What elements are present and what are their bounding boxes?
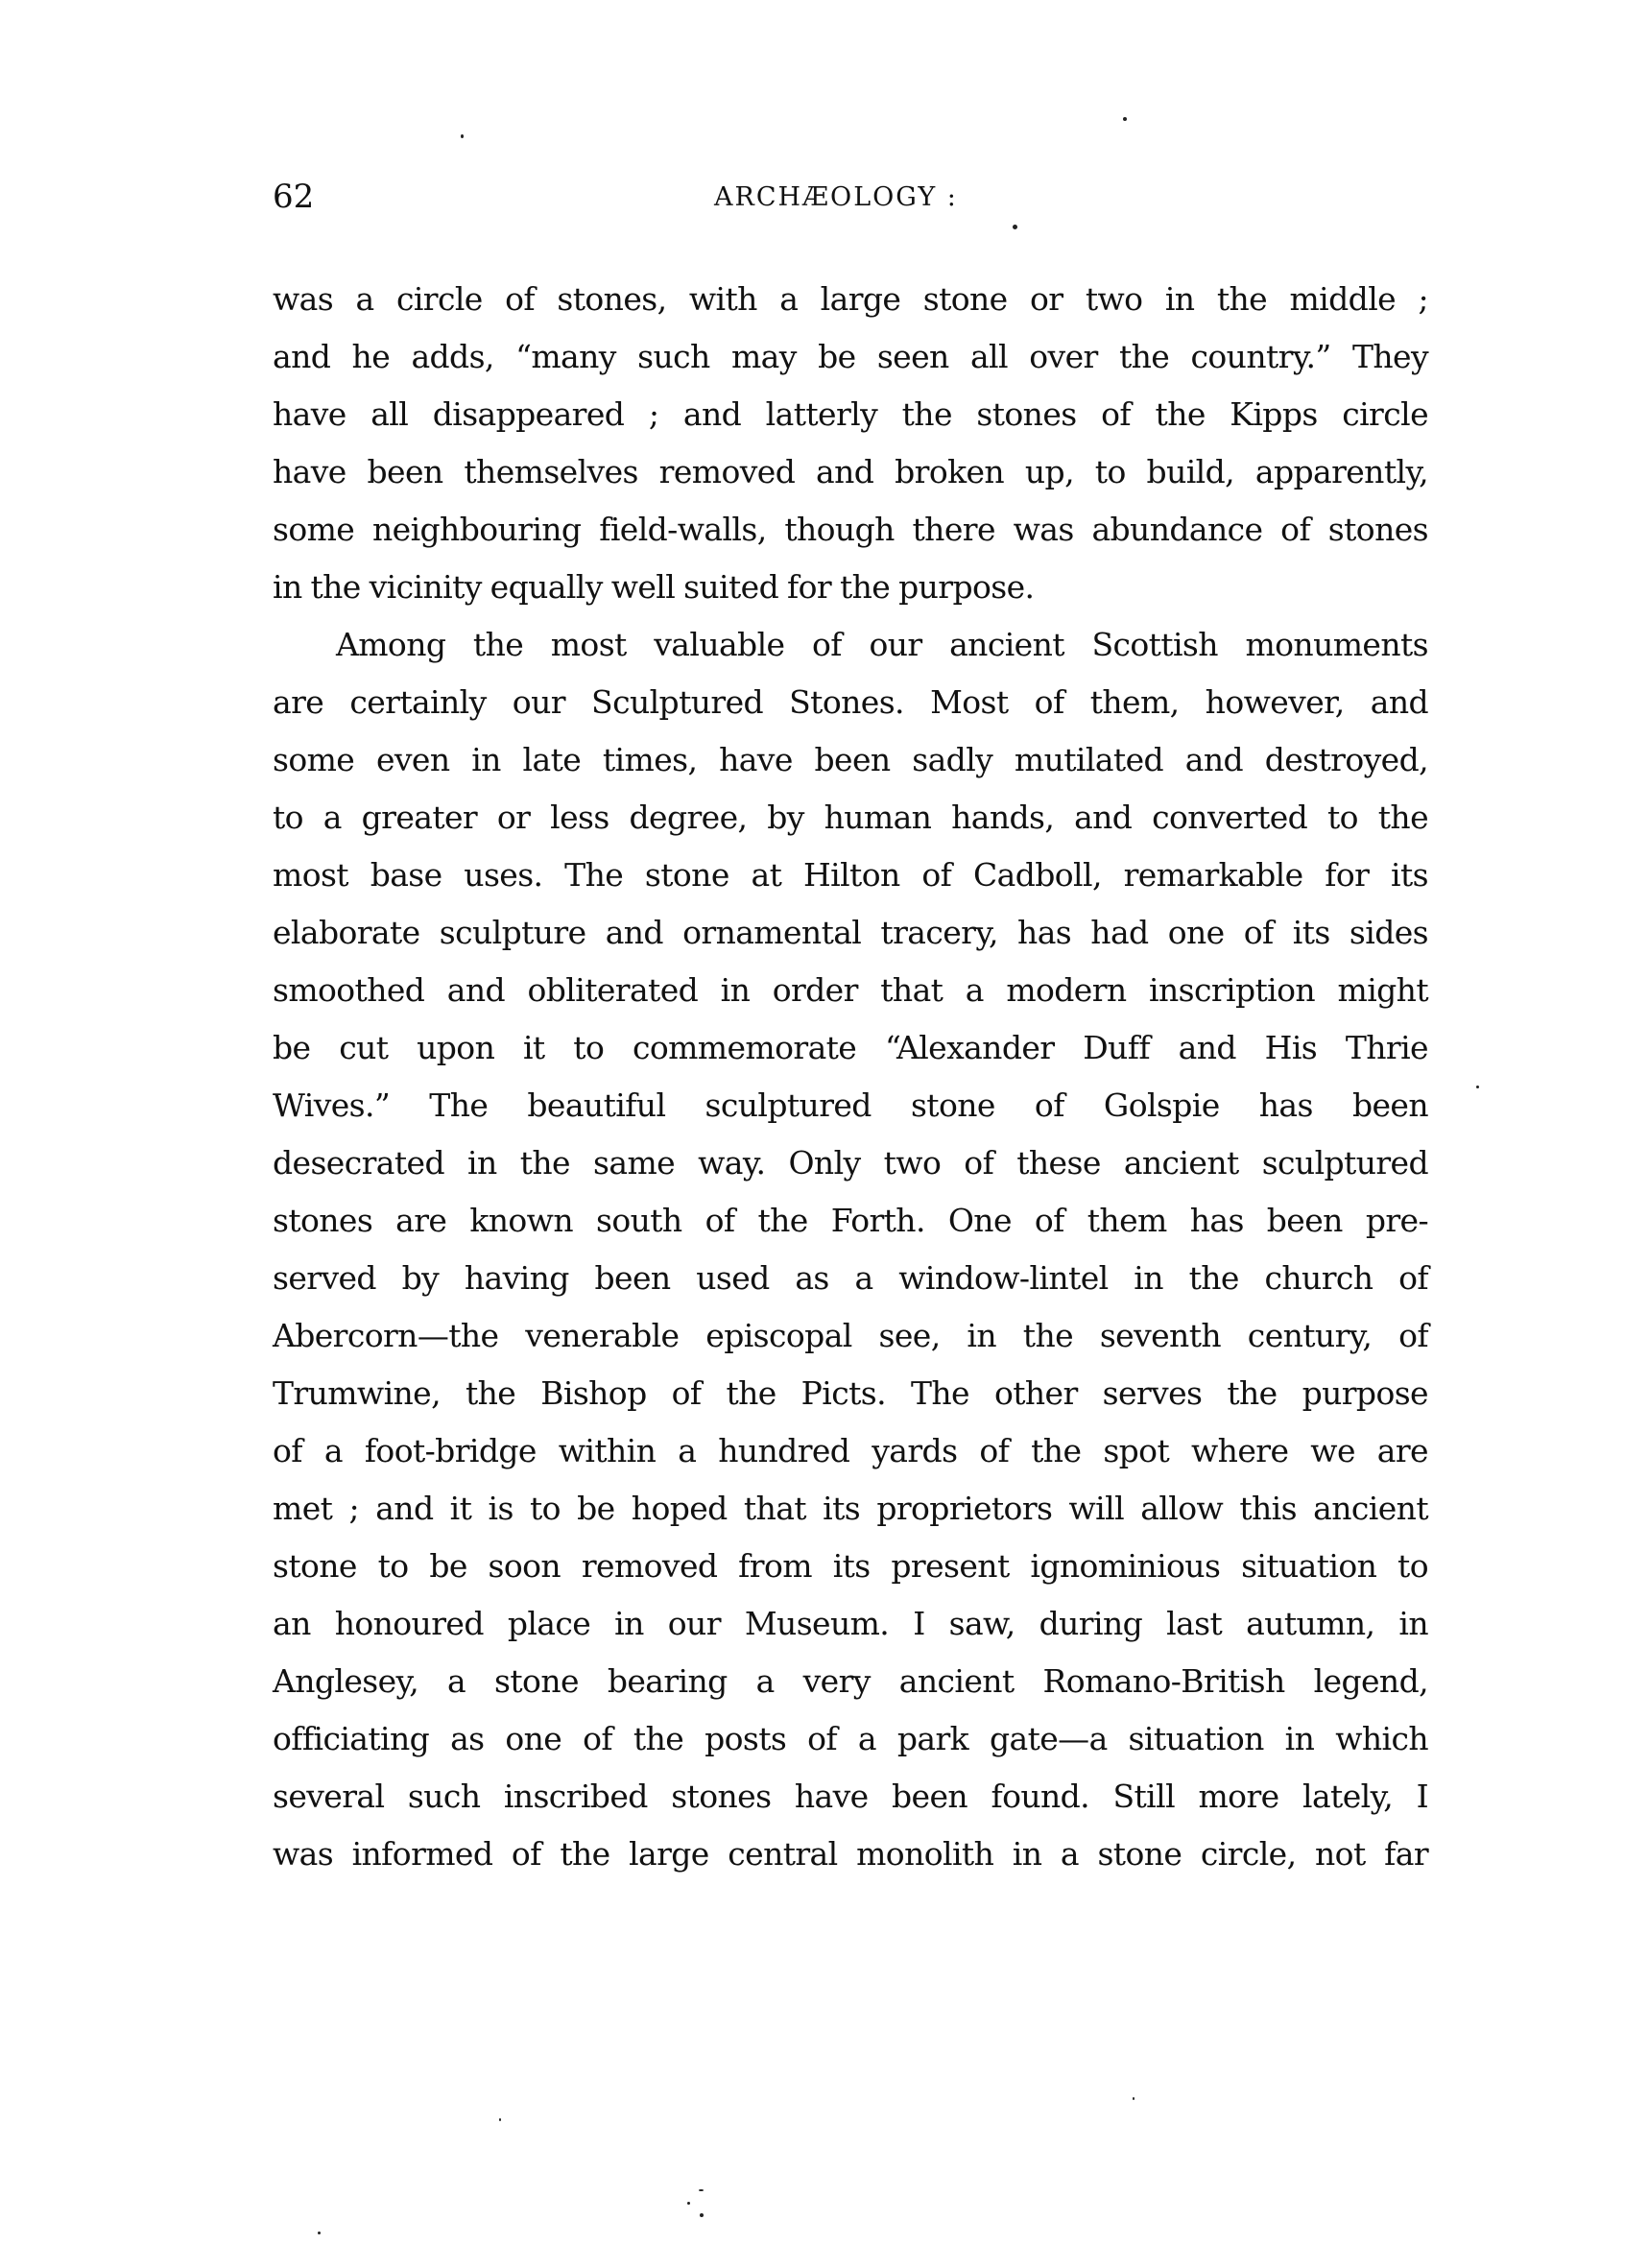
running-title: ARCHÆOLOGY : [714, 182, 958, 212]
text-line: in the vicinity equally well suited for the purpose. [273, 568, 1035, 606]
text-line: to a greater or less degree, by human hands, and converted to the [273, 799, 1428, 836]
text-line: Wives.” The beautiful sculptured stone of Golspie has been [273, 1086, 1428, 1124]
text-line: served by having been used as a window-lintel in the church of [273, 1259, 1428, 1297]
text-line: and he adds, “many such may be seen all over the country.” They [273, 338, 1428, 375]
scan-speck [699, 2189, 704, 2191]
body-text [273, 271, 1428, 1883]
text-line: have all disappeared ; and latterly the stones of the Kipps circle [273, 395, 1428, 433]
text-line: Abercorn—the venerable episcopal see, in the seventh century, of [273, 1317, 1428, 1354]
text-line: stones are known south of the Forth. One of them has been pre- [273, 1202, 1428, 1239]
scan-speck [461, 134, 464, 138]
text-line: was a circle of stones, with a large stone or two in the middle ; [273, 280, 1428, 318]
paragraph-1 [273, 271, 1428, 616]
text-line: met ; and it is to be hoped that its proprietors will allow this ancient [273, 1490, 1428, 1527]
scan-speck [1133, 2097, 1134, 2100]
text-line: desecrated in the same way. Only two of these ancient sculptured [273, 1144, 1428, 1182]
text-line: most base uses. The stone at Hilton of Cadboll, remarkable for its [273, 856, 1428, 894]
text-line: an honoured place in our Museum. I saw, during last autumn, in [273, 1605, 1428, 1642]
text-line: officiating as one of the posts of a park gate—a situation in which [273, 1720, 1428, 1757]
page-number: 62 [273, 178, 315, 216]
text-line: several such inscribed stones have been found. Still more lately, I [273, 1778, 1428, 1815]
text-line: be cut upon it to commemorate “Alexander Duff and His Thrie [273, 1029, 1428, 1066]
text-line: some neighbouring field-walls, though there was abundance of stones [273, 511, 1428, 548]
text-line: are certainly our Sculptured Stones. Most of them, however, and [273, 683, 1428, 721]
text-line: have been themselves removed and broken up, to build, apparently, [273, 453, 1428, 490]
text-line: of a foot-bridge within a hundred yards of the spot where we are [273, 1432, 1428, 1469]
text-line: smoothed and obliterated in order that a modern inscription might [273, 971, 1428, 1009]
scan-speck [318, 2232, 321, 2234]
scan-speck [1123, 117, 1127, 121]
text-line: stone to be soon removed from its present ignominious situation to [273, 1547, 1428, 1585]
text-line: Anglesey, a stone bearing a very ancient Romano-British legend, [273, 1662, 1428, 1700]
text-line: elaborate sculpture and ornamental tracery, has had one of its sides [273, 914, 1428, 951]
scan-speck [687, 2202, 690, 2205]
scan-speck [1476, 1086, 1479, 1088]
text-line: Among the most valuable of our ancient Scottish monuments [336, 626, 1428, 663]
scan-speck [1013, 225, 1017, 229]
text-line: Trumwine, the Bishop of the Picts. The other serves the purpose [273, 1374, 1428, 1412]
text-line: some even in late times, have been sadly mutilated and destroyed, [273, 741, 1428, 778]
text-line: was informed of the large central monolith in a stone circle, not far [273, 1835, 1428, 1873]
scan-speck [499, 2118, 501, 2121]
scan-speck [700, 2213, 704, 2217]
paragraph-2 [273, 616, 1428, 1883]
